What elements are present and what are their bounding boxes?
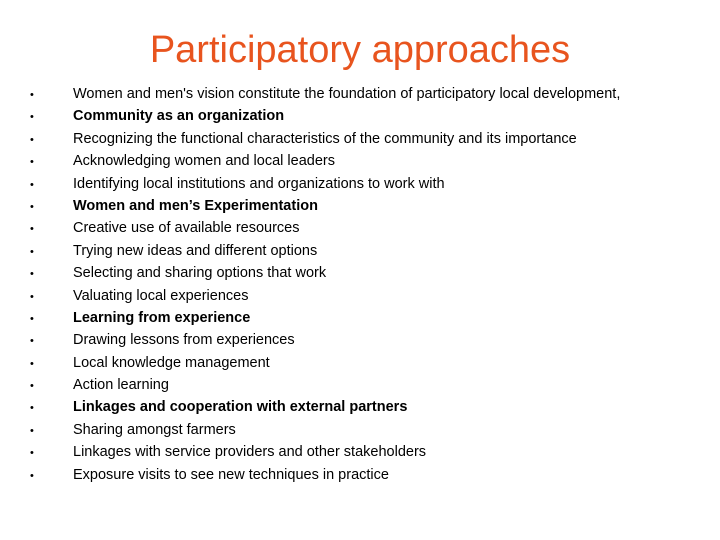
bullet-icon: • [30,357,34,370]
bullet-text: Local knowledge management [73,354,270,371]
bullet-text: Acknowledging women and local leaders [73,153,335,170]
bullet-text: Exposure visits to see new techniques in practice [73,466,389,483]
bullet-icon: • [30,290,34,303]
bullet-item [30,332,710,354]
bullet-text: Learning from experience [73,309,251,326]
bullet-icon: • [30,447,34,460]
bullet-item [30,377,710,399]
bullet-icon: • [30,469,34,482]
slide-title: Participatory approaches [149,29,571,71]
bullet-icon: • [30,111,34,124]
bullet-text: Trying new ideas and different options [73,242,318,259]
bullet-item [30,310,710,332]
bullet-text: Linkages with service providers and other stakeholders [73,444,427,461]
bullet-icon: • [30,200,34,213]
bullet-list [30,86,710,489]
bullet-icon: • [30,335,34,348]
bullet-item [30,86,710,108]
bullet-text: Linkages and cooperation with external partners [73,399,408,416]
bullet-item [30,108,710,130]
bullet-item [30,422,710,444]
bullet-icon: • [30,268,34,281]
bullet-item [30,131,710,153]
bullet-icon: • [30,424,34,437]
bullet-item [30,243,710,265]
bullet-icon: • [30,245,34,258]
bullet-text: Drawing lessons from experiences [73,332,295,349]
bullet-text: Sharing amongst farmers [73,421,236,438]
bullet-item [30,355,710,377]
bullet-icon: • [30,402,34,415]
bullet-item [30,265,710,287]
bullet-item [30,288,710,310]
bullet-text: Action learning [73,377,169,394]
bullet-text: Identifying local institutions and organizations to work with [73,175,445,192]
bullet-icon: • [30,89,34,101]
bullet-text: Women and men's vision constitute the foundation of participatory local development, [73,86,621,102]
bullet-item [30,399,710,421]
bullet-text: Selecting and sharing options that work [73,265,327,282]
bullet-icon: • [30,156,34,169]
bullet-text: Recognizing the functional characteristics of the community and its importance [73,130,577,147]
bullet-item [30,220,710,242]
bullet-text: Valuating local experiences [73,287,249,304]
bullet-icon: • [30,312,34,325]
bullet-icon: • [30,223,34,236]
bullet-text: Community as an organization [73,108,285,125]
bullet-icon: • [30,133,34,146]
bullet-icon: • [30,380,34,393]
bullet-item [30,467,710,489]
bullet-icon: • [30,178,34,191]
bullet-item [30,176,710,198]
bullet-item [30,198,710,220]
bullet-text: Creative use of available resources [73,220,300,237]
bullet-item [30,153,710,175]
bullet-item [30,444,710,466]
bullet-text: Women and men’s Experimentation [73,197,318,214]
